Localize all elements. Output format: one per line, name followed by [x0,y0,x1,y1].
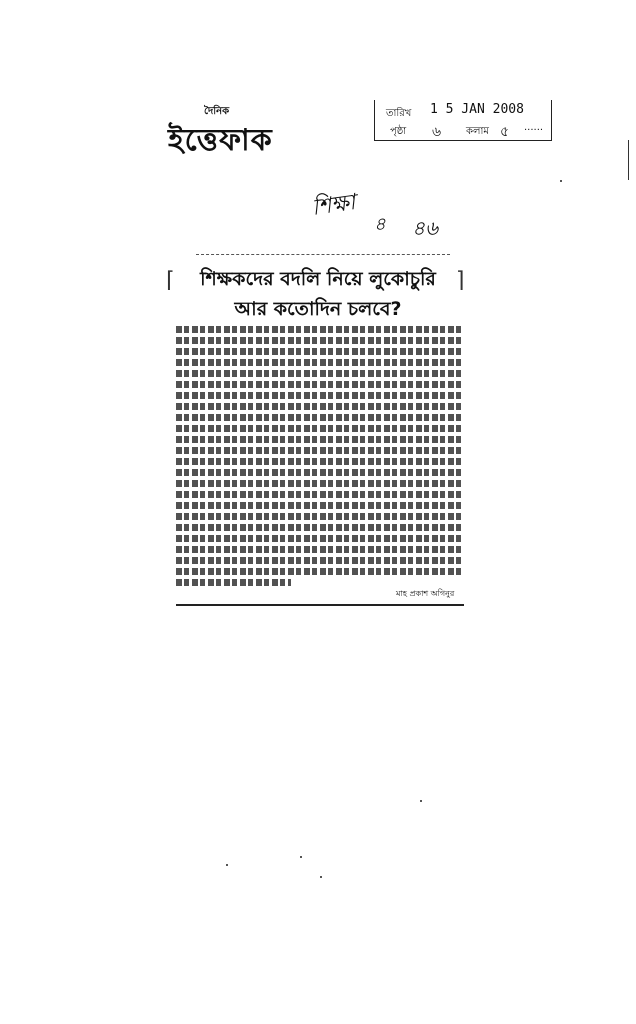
scan-edge-mark [628,140,629,180]
article-text-line [176,359,464,366]
headline-line-2: আর কতোদিন চলবে? [234,298,402,320]
top-rule-divider [196,254,450,255]
article-text-line [176,436,464,443]
article-headline [168,264,468,324]
article-byline: মাহ প্রকাশ অগিনুর [396,589,455,598]
article-text-line [176,480,464,487]
article-text-line [176,524,464,531]
left-bracket-mark: ⌈ [166,268,175,293]
stamp-page-value: ৬ [432,124,442,140]
article-text-line [176,557,464,564]
article-text-line [176,425,464,432]
handwritten-number-1: ৪ [374,214,386,235]
article-text-line [176,326,464,333]
article-text-line [176,458,464,465]
article-text-line [176,535,464,542]
article-text-line [176,568,464,575]
stamp-date-label: তারিখ [386,108,412,119]
article-text-line [176,447,464,454]
scan-speck [420,800,422,802]
article-text-line [176,337,464,344]
newspaper-masthead-logo: ইত্তেফাক [168,123,273,158]
stamp-column-label: কলাম [466,126,489,137]
scan-speck [560,180,562,182]
article-text-line [176,579,291,586]
article-text-line [176,513,464,520]
article-text-line [176,546,464,553]
article-text-line [176,491,464,498]
stamp-column-value: ৫ [500,124,510,140]
article-text-line [176,469,464,476]
article-text-line [176,502,464,509]
newspaper-masthead-small: দৈনিক [204,106,230,117]
right-bracket-mark: ⌉ [456,268,465,293]
scan-speck [300,856,302,858]
stamp-dots: ...... [524,122,544,133]
article-text-line [176,348,464,355]
headline-line-1: শিক্ষকদের বদলি নিয়ে লুকোচুরি [200,268,436,290]
stamp-page-label: পৃষ্ঠা [390,126,407,137]
scan-speck [320,876,322,878]
article-text-line [176,370,464,377]
article-body [176,326,464,598]
stamp-date-value: 1 5 JAN 2008 [430,102,524,117]
handwritten-note: শিক্ষা [310,190,357,221]
article-text-line [176,414,464,421]
handwritten-number-2: ৪৬ [412,216,438,240]
bottom-rule-divider [176,604,464,606]
article-text-line [176,392,464,399]
article-text-line [176,381,464,388]
article-text-line [176,403,464,410]
scan-speck [226,864,228,866]
